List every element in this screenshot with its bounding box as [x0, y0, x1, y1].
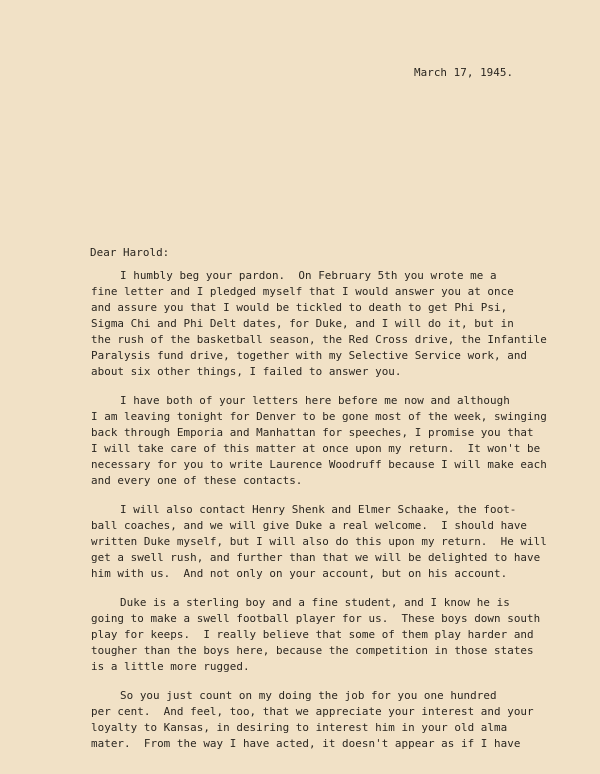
paragraph-5-line-3: loyalty to Kansas, in desiring to interest him in your old alma — [91, 721, 508, 734]
paragraph-2-line-2: I am leaving tonight for Denver to be gone most of the week, swinging — [91, 410, 547, 423]
paragraph-2-line-5: necessary for you to write Laurence Woodruff because I will make each — [91, 458, 547, 471]
paragraph-1-line-1: I humbly beg your pardon. On February 5th you wrote me a — [120, 269, 497, 282]
paragraph-3-line-3: written Duke myself, but I will also do this upon my return. He will — [91, 535, 547, 548]
paragraph-2-line-1: I have both of your letters here before me now and although — [120, 394, 510, 407]
letter-date: March 17, 1945. — [414, 66, 514, 79]
paragraph-2-line-6: and every one of these contacts. — [91, 474, 303, 487]
paragraph-3-line-5: him with us. And not only on your account, but on his account. — [91, 567, 508, 580]
paragraph-3-line-1: I will also contact Henry Shenk and Elmer Schaake, the foot- — [120, 503, 517, 516]
paragraph-1-line-3: and assure you that I would be tickled to death to get Phi Psi, — [91, 301, 508, 314]
paragraph-3-line-4: get a swell rush, and further than that we will be delighted to have — [91, 551, 541, 564]
paragraph-1-line-4: Sigma Chi and Phi Delt dates, for Duke, and I will do it, but in — [91, 317, 514, 330]
paragraph-1-line-7: about six other things, I failed to answer you. — [91, 365, 402, 378]
letter-salutation: Dear Harold: — [90, 246, 170, 259]
paragraph-1-line-2: fine letter and I pledged myself that I would answer you at once — [91, 285, 514, 298]
paragraph-5-line-4: mater. From the way I have acted, it doesn't appear as if I have — [91, 737, 521, 750]
paragraph-1-line-6: Paralysis fund drive, together with my Selective Service work, and — [91, 349, 528, 362]
paragraph-5-line-2: per cent. And feel, too, that we appreciate your interest and your — [91, 705, 534, 718]
paragraph-4-line-4: tougher than the boys here, because the competition in those states — [91, 644, 534, 657]
paragraph-3-line-2: ball coaches, and we will give Duke a real welcome. I should have — [91, 519, 528, 532]
paragraph-4-line-5: is a little more rugged. — [91, 660, 250, 673]
paragraph-2-line-4: I will take care of this matter at once upon my return. It won't be — [91, 442, 541, 455]
paragraph-4-line-1: Duke is a sterling boy and a fine student, and I know he is — [120, 596, 510, 609]
paragraph-1-line-5: the rush of the basketball season, the Red Cross drive, the Infantile — [91, 333, 547, 346]
paragraph-4-line-2: going to make a swell football player for us. These boys down south — [91, 612, 541, 625]
paragraph-5-line-1: So you just count on my doing the job for you one hundred — [120, 689, 497, 702]
paragraph-2-line-3: back through Emporia and Manhattan for speeches, I promise you that — [91, 426, 534, 439]
paragraph-4-line-3: play for keeps. I really believe that some of them play harder and — [91, 628, 534, 641]
